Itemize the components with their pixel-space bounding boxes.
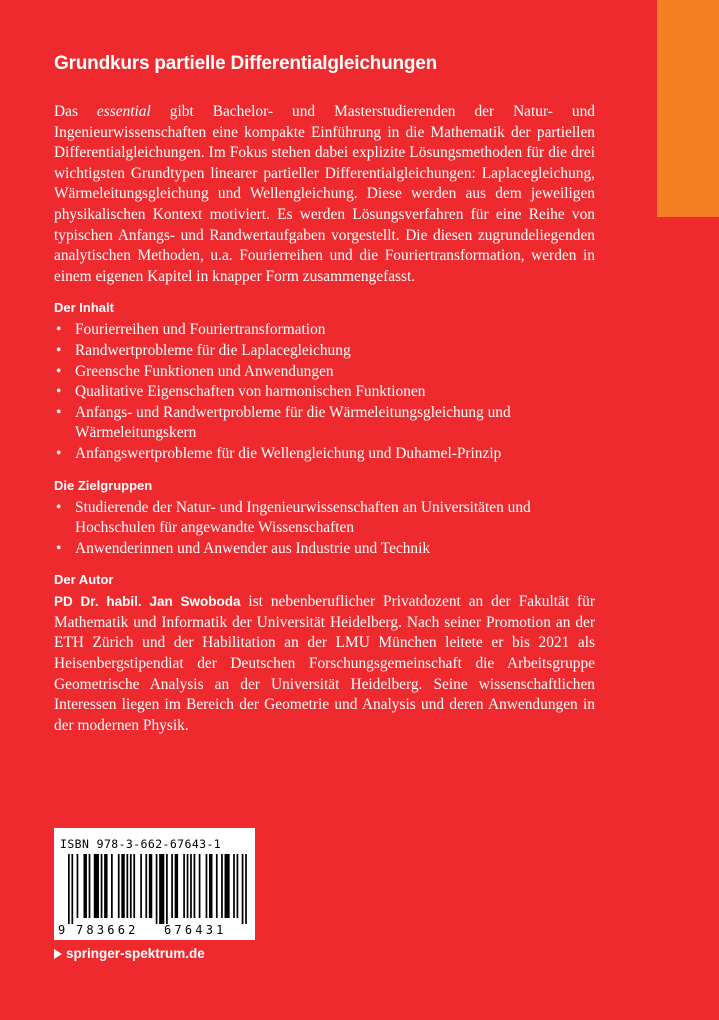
orange-accent-tab (657, 0, 719, 217)
author-name: PD Dr. habil. Jan Swoboda (54, 594, 241, 610)
intro-paragraph (54, 102, 595, 287)
bullet-icon: • (56, 362, 62, 380)
back-cover-content (54, 52, 595, 736)
bullet-icon: • (56, 403, 62, 421)
list-item-text: Anwenderinnen und Anwender aus Industrie und Technik (75, 539, 431, 557)
publisher-link[interactable] (54, 945, 205, 963)
intro-rest: gibt Bachelor- und Masterstudierenden der Natur- und Ingenieurwissenschaften eine kompakte Einführung in die Mathematik der partiellen Differentialgleichungen. Im Fokus stehen dabei explizite Lösungsmethoden für die drei wichtigsten Grundtypen linearer partieller Differentialgleichungen: Laplacegleichung, Wärmeleitungsgleichung und Wellengleichung. Diese werden aus dem jeweiligen physikalischen Kontext motiviert. Es werden Lösungsverfahren für eine Reihe von typischen Anfangs- und Randwertaufgaben vorgestellt. Die diesen zugrundeliegenden analytischen Methoden, u.a. Fourierreihen und die Fouriertransformation, werden in einem eigenen Kapitel in knapper Form zusammengefasst. (54, 103, 595, 285)
author-bio: ist nebenberuflicher Privatdozent an der Fakultät für Mathematik und Informatik der Universität Heidelberg. Nach seiner Promotion an der ETH Zürich und der Habilitation an der LMU München leitete er bis 2021 als Heisenbergstipendiat der Deutschen Forschungsgemeinschaft die Arbeitsgruppe Geometrische Analysis an der Universität Heidelberg. Seine wissenschaftlichen Interessen liegen im Bereich der Geometrie und Analysis und deren Anwendungen in der modernen Physik. (54, 593, 595, 734)
list-item-text: Studierende der Natur- und Ingenieurwissenschaften an Universitäten und Hochschulen für angewandte Wissenschaften (75, 498, 531, 537)
barcode-bars (64, 854, 252, 924)
list-item (54, 498, 595, 539)
bullet-icon: • (56, 498, 62, 516)
zielgruppen-list (54, 498, 595, 560)
inhalt-list (54, 320, 595, 464)
publisher-link-text[interactable]: springer-spektrum.de (66, 946, 205, 961)
list-item (54, 341, 595, 362)
isbn-label: ISBN 978-3-662-67643-1 (60, 837, 222, 851)
inhalt-heading: Der Inhalt (54, 300, 114, 316)
list-item-text: Randwertprobleme für die Laplacegleichung (75, 341, 351, 359)
bullet-icon: • (56, 444, 62, 462)
arrow-right-icon (54, 949, 62, 959)
list-item-text: Qualitative Eigenschaften von harmonischen Funktionen (75, 383, 426, 401)
list-item (54, 320, 595, 341)
list-item (54, 362, 595, 383)
bullet-icon: • (56, 341, 62, 359)
barcode-digits-left: 783662 (76, 923, 139, 937)
list-item-text: Anfangs- und Randwertprobleme für die Wärmeleitungsgleichung und Wärmeleitungskern (75, 403, 511, 442)
isbn-barcode (54, 828, 255, 940)
list-item (54, 444, 595, 465)
intro-italic-term: essential (96, 103, 151, 120)
list-item (54, 403, 595, 444)
list-item-text: Greensche Funktionen und Anwendungen (75, 362, 334, 380)
bullet-icon: • (56, 321, 62, 339)
list-item (54, 382, 595, 403)
list-item (54, 539, 595, 560)
list-item-text: Anfangswertprobleme für die Wellengleichung und Duhamel-Prinzip (75, 444, 502, 462)
barcode-digits-right: 676431 (164, 923, 227, 937)
book-title: Grundkurs partielle Differentialgleichungen (54, 53, 438, 74)
autor-heading: Der Autor (54, 572, 114, 588)
list-item-text: Fourierreihen und Fouriertransformation (75, 321, 326, 339)
barcode-digit-first: 9 (58, 923, 66, 937)
bullet-icon: • (56, 383, 62, 401)
bullet-icon: • (56, 539, 62, 557)
intro-lead: Das (54, 103, 97, 120)
author-paragraph (54, 592, 595, 736)
zielgruppen-heading: Die Zielgruppen (54, 477, 153, 493)
